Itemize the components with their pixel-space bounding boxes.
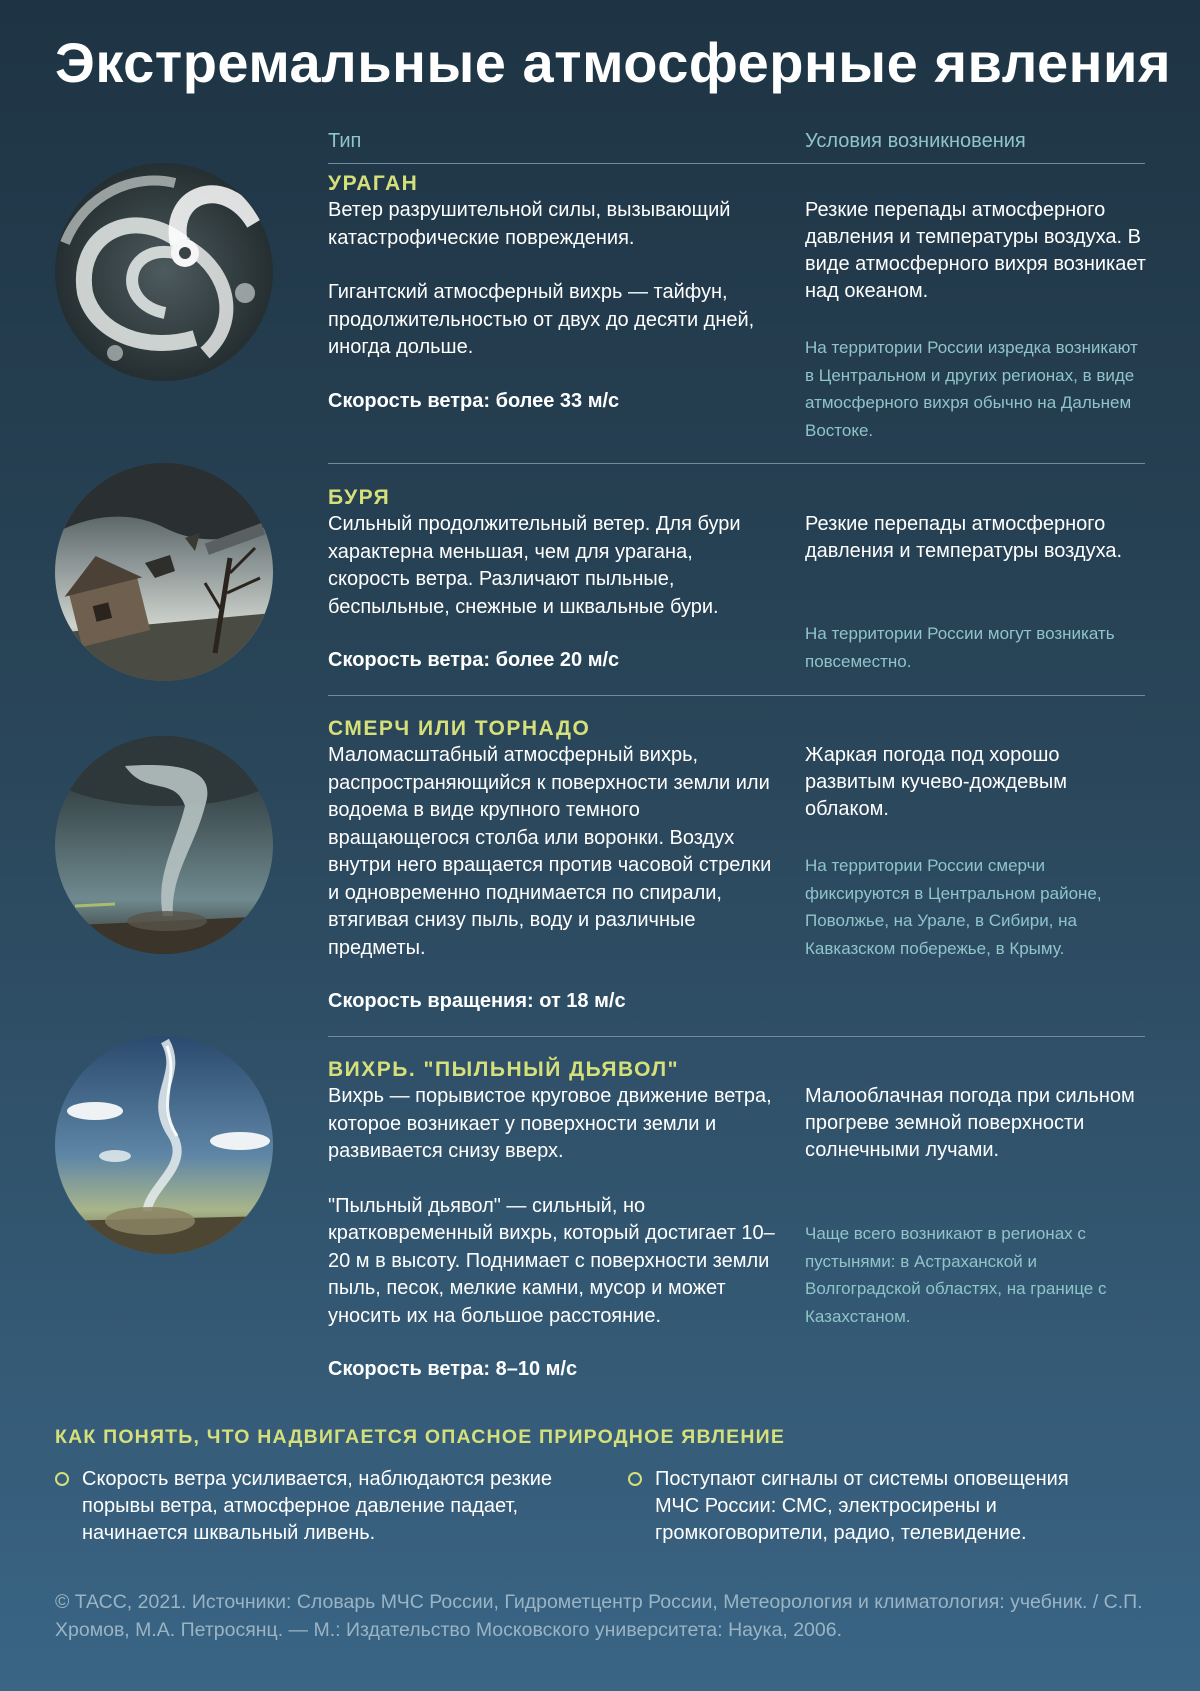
russia-note: Чаще всего возникают в регионах с пустынями: в Астраханской и Волгоградской областях, на границе с Казахстаном.: [805, 1224, 1107, 1326]
russia-note: На территории России смерчи фиксируются в Центральном районе, Поволжье, на Урале, в Сибири, на Кавказском побережье, в Крыму.: [805, 856, 1102, 958]
bullet-circle-icon: [55, 1472, 69, 1486]
phenomenon-name: БУРЯ: [328, 486, 391, 509]
phenomenon-description: [328, 1083, 778, 1330]
description-paragraph: "Пыльный дьявол" — сильный, но кратковременный вихрь, который достигает 10–20 м в высоту. Поднимает с поверхности земли пыль, песок, мелкие камни, мусор и может уносить их на большое расстояние.: [328, 1194, 775, 1327]
phenomenon-description: [328, 197, 778, 362]
sign-text: Скорость ветра усиливается, наблюдаются резкие порывы ветра, атмосферное давление падает, начинается шквальный ливень.: [82, 1468, 553, 1544]
sign-text: Поступают сигналы от системы оповещения МЧС России: СМС, электросирены и громкоговорители, радио, телевидение.: [655, 1468, 1069, 1544]
wind-speed: Скорость ветра: более 20 м/с: [328, 649, 620, 671]
description-paragraph: Маломасштабный атмосферный вихрь, распространяющийся к поверхности земли или водоема в виде крупного темного вращающегося столба или воронки. Воздух внутри него вращается против часовой стрелки и одновременно поднимается по спирали, втягивая снизу пыль, воду и различные предметы.: [328, 744, 772, 959]
section-divider: [328, 695, 1145, 696]
phenomenon-name: УРАГАН: [328, 172, 419, 195]
source-footer: © ТАСС, 2021. Источники: Словарь МЧС России, Гидрометцентр России, Метеорология и климатология: учебник. / С.П. Хромов, М.А. Петросянц. — М.: Издательство Московского университета: Наука, 2006.: [55, 1591, 1143, 1641]
column-header-conditions: Условия возникновения: [805, 130, 1026, 152]
conditions-text: Малооблачная погода при сильном прогреве земной поверхности солнечными лучами.: [805, 1085, 1135, 1161]
conditions-text: Резкие перепады атмосферного давления и температуры воздуха. В виде атмосферного вихря возникает над океаном.: [805, 199, 1146, 302]
column-header-type: Тип: [328, 130, 362, 152]
hurricane-illustration: [55, 163, 273, 381]
wind-speed: Скорость ветра: 8–10 м/с: [328, 1358, 578, 1380]
conditions-text: Резкие перепады атмосферного давления и температуры воздуха.: [805, 513, 1123, 562]
page-title: Экстремальные атмосферные явления: [55, 31, 1172, 94]
phenomenon-name: СМЕРЧ ИЛИ ТОРНАДО: [328, 717, 591, 740]
bullet-circle-icon: [628, 1472, 642, 1486]
description-paragraph: Сильный продолжительный ветер. Для бури характерна меньшая, чем для урагана, скорость ветра. Различают пыльные, беспыльные, снежные и шквальные бури.: [328, 513, 741, 618]
phenomenon-description: [328, 742, 778, 962]
signs-title: КАК ПОНЯТЬ, ЧТО НАДВИГАЕТСЯ ОПАСНОЕ ПРИРОДНОЕ ЯВЛЕНИЕ: [55, 1426, 786, 1448]
sign-item: [655, 1466, 1115, 1547]
russia-note: На территории России могут возникать повсеместно.: [805, 624, 1115, 671]
description-paragraph: Ветер разрушительной силы, вызывающий катастрофические повреждения.: [328, 199, 731, 249]
description-paragraph: Гигантский атмосферный вихрь — тайфун, продолжительностью от двух до десяти дней, иногда дольше.: [328, 281, 755, 358]
section-divider: [328, 463, 1145, 464]
header-divider: [328, 163, 1145, 164]
description-paragraph: Вихрь — порывистое круговое движение ветра, которое возникает у поверхности земли и развивается снизу вверх.: [328, 1085, 772, 1162]
sign-item: [82, 1466, 562, 1547]
section-divider: [328, 1036, 1145, 1037]
phenomenon-description: [328, 511, 778, 621]
dust-devil-illustration: [55, 1036, 273, 1254]
phenomenon-name: ВИХРЬ. "ПЫЛЬНЫЙ ДЬЯВОЛ": [328, 1058, 680, 1081]
wind-speed: Скорость ветра: более 33 м/с: [328, 390, 620, 412]
tornado-illustration: [55, 736, 273, 954]
storm-illustration: [55, 463, 273, 681]
russia-note: На территории России изредка возникают в Центральном и других регионах, в виде атмосферного вихря обычно на Дальнем Востоке.: [805, 338, 1138, 440]
rotation-speed: Скорость вращения: от 18 м/с: [328, 990, 626, 1012]
conditions-text: Жаркая погода под хорошо развитым кучево-дождевым облаком.: [805, 744, 1068, 820]
